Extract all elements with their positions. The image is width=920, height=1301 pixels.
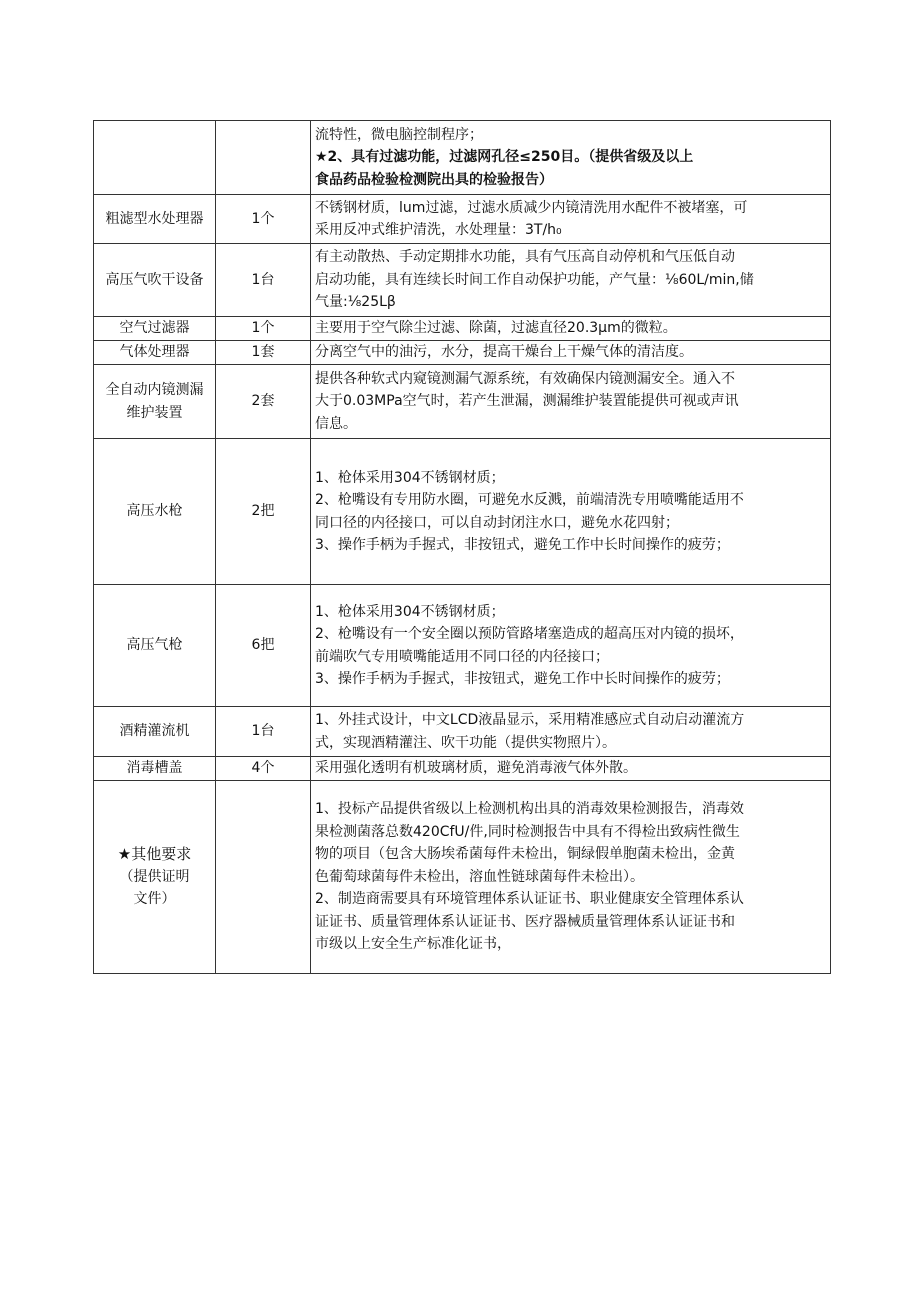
desc-line: 2、枪嘴设有专用防水圈，可避免水反溅，前端清洗专用喷嘴能适用不 — [315, 492, 744, 508]
item-name-cell — [94, 121, 216, 195]
table-row — [94, 439, 831, 585]
desc-line: 1、枪体采用304不锈钢材质； — [315, 603, 505, 620]
item-desc-cell — [311, 365, 831, 439]
item-name-cell — [94, 781, 216, 974]
name-line: 全自动内镜测漏 — [105, 382, 204, 398]
item-qty-cell: 1台 — [216, 244, 311, 317]
desc-line: 气量:⅛25Lβ — [315, 294, 396, 311]
table-row — [94, 121, 831, 195]
desc-line: 果检测菌落总数420CfU/件,同时检测报告中具有不得检出致病性微生 — [315, 823, 740, 840]
item-name-cell: 粗滤型水处理器 — [94, 195, 216, 244]
desc-line: 证证书、质量管理体系认证证书、医疗器械质量管理体系认证证书和 — [315, 913, 735, 930]
item-name-cell: 酒精灌流机 — [94, 707, 216, 757]
item-name-cell — [94, 365, 216, 439]
desc-line-required: 食品药品检验检测院出具的检验报告） — [315, 171, 553, 188]
desc-line: 流特性，微电脑控制程序； — [315, 126, 483, 143]
item-desc-cell — [311, 781, 831, 974]
item-desc-cell — [311, 707, 831, 757]
desc-line: 前端吹气专用喷嘴能适用不同口径的内径接口； — [315, 648, 609, 665]
item-qty-cell — [216, 121, 311, 195]
item-name-cell: 消毒槽盖 — [94, 757, 216, 781]
desc-line: 有主动散热、手动定期排水功能，具有气压高自动停机和气压低自动 — [315, 249, 735, 266]
item-qty-cell: 1个 — [216, 195, 311, 244]
desc-line: 色葡萄球菌每件未检出，溶血性链球菌每件未检出）。 — [315, 868, 644, 885]
item-qty-cell: 1个 — [216, 317, 311, 341]
desc-line: 信息。 — [315, 415, 357, 432]
item-name-cell: 空气过滤器 — [94, 317, 216, 341]
name-line: （提供证明 — [119, 868, 190, 885]
desc-line: 2、枪嘴设有一个安全圈以预防管路堵塞造成的超高压对内镜的损坏， — [315, 626, 744, 642]
item-qty-cell: 4个 — [216, 757, 311, 781]
item-desc-cell — [311, 195, 831, 244]
desc-line: 3、操作手柄为手握式，非按钮式，避免工作中长时间操作的疲劳； — [315, 537, 730, 553]
item-desc-cell — [311, 244, 831, 317]
equipment-spec-table — [93, 120, 831, 974]
desc-line: 3、操作手柄为手握式，非按钮式，避免工作中长时间操作的疲劳； — [315, 671, 730, 687]
desc-line: 采用反冲式维护清洗，水处理量：3T∕h₀ — [315, 222, 562, 238]
desc-line: 提供各种软式内窥镜测漏气源系统，有效确保内镜测漏安全。通入不 — [315, 370, 735, 387]
item-name-cell: 高压水枪 — [94, 439, 216, 585]
item-desc-cell — [311, 585, 831, 707]
desc-line: 不锈钢材质，lum过滤，过滤水质减少内镜清洗用水配件不被堵塞，可 — [315, 199, 748, 216]
desc-line: 1、外挂式设计，中文LCD液晶显示，采用精准感应式自动启动灌流方 — [315, 712, 745, 728]
table-row — [94, 341, 831, 365]
item-desc-cell — [311, 317, 831, 341]
table-row — [94, 757, 831, 781]
item-qty-cell: 1台 — [216, 707, 311, 757]
item-desc-cell — [311, 757, 831, 781]
item-name-cell: 高压气吹干设备 — [94, 244, 216, 317]
name-line: ★其他要求 — [117, 845, 192, 864]
desc-line: 分离空气中的油污，水分，提高干燥台上干燥气体的清洁度。 — [315, 344, 693, 361]
table-row — [94, 707, 831, 757]
desc-line: 式，实现酒精灌注、吹干功能（提供实物照片）。 — [315, 734, 616, 751]
desc-line: 2、制造商需要具有环境管理体系认证证书、职业健康安全管理体系认 — [315, 891, 744, 908]
item-qty-cell — [216, 781, 311, 974]
item-qty-cell: 2把 — [216, 439, 311, 585]
desc-line: 启动功能，具有连续长时间工作自动保护功能，产气量：⅛60L∕min,储 — [315, 271, 754, 288]
desc-line: 1、枪体采用304不锈钢材质； — [315, 469, 505, 486]
table-row — [94, 195, 831, 244]
name-line: 文件） — [133, 891, 176, 908]
desc-line: 1、投标产品提供省级以上检测机构出具的消毒效果检测报告，消毒效 — [315, 801, 744, 818]
name-line: 维护装置 — [126, 404, 183, 421]
item-name-cell: 高压气枪 — [94, 585, 216, 707]
desc-line: 大于0.03MPa空气时，若产生泄漏，测漏维护装置能提供可视或声讯 — [315, 393, 739, 410]
desc-line: 市级以上安全生产标准化证书， — [315, 936, 511, 953]
item-name-cell: 气体处理器 — [94, 341, 216, 365]
item-qty-cell: 1套 — [216, 341, 311, 365]
item-qty-cell: 2套 — [216, 365, 311, 439]
table-row — [94, 781, 831, 974]
table-row — [94, 585, 831, 707]
table-row — [94, 317, 831, 341]
desc-line: 主要用于空气除尘过滤、除菌，过滤直径20.3μm的微粒。 — [315, 320, 677, 337]
desc-line-required: ★2、具有过滤功能，过滤网孔径≤250目。（提供省级及以上 — [315, 149, 694, 166]
item-desc-cell — [311, 121, 831, 195]
desc-line: 同口径的内径接口，可以自动封闭注水口，避免水花四射； — [315, 514, 679, 531]
item-desc-cell — [311, 439, 831, 585]
desc-line: 采用强化透明有机玻璃材质，避免消毒液气体外散。 — [315, 760, 637, 777]
table-row — [94, 365, 831, 439]
item-desc-cell — [311, 341, 831, 365]
table-row — [94, 244, 831, 317]
desc-line: 物的项目（包含大肠埃希菌每件未检出，铜绿假单胞菌未检出，金黄 — [315, 846, 735, 863]
item-qty-cell: 6把 — [216, 585, 311, 707]
